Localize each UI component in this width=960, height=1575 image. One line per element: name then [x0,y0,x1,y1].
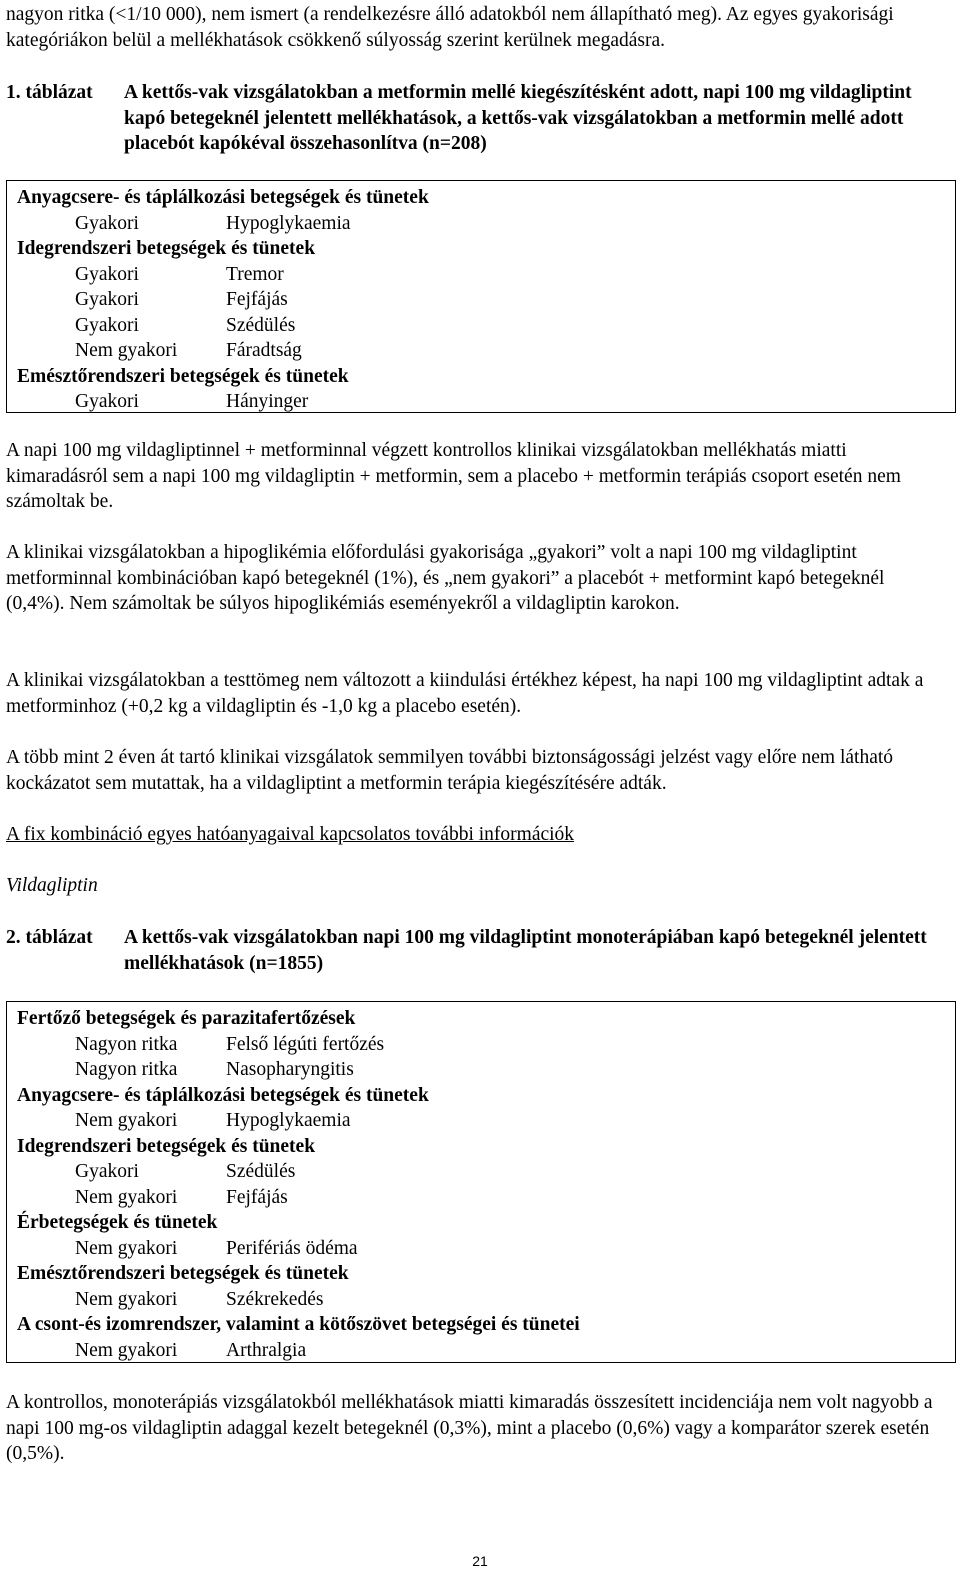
table2-label: 2. táblázat [6,927,93,948]
reaction-cell: Szédülés [226,314,296,336]
frequency-cell: Gyakori [75,314,139,336]
reaction-cell: Hypoglykaemia [226,212,351,234]
table2-category: Idegrendszeri betegségek és tünetek [17,1135,316,1157]
reaction-cell: Fáradtság [226,340,302,361]
reaction-cell: Felső légúti fertőzés [226,1033,385,1055]
table1-row [17,287,955,313]
paragraph: A kontrollos, monoterápiás vizsgálatokból mellékhatások miatti kimaradás összesített incidenciája nem volt nagyobb a napi 100 mg-os vildagliptin adaggal kezelt betegeknél (0,3%), mint a placebo (0,6%) vagy a komparátor szerek esetén (0,5%). [6,1392,933,1464]
table2-row [17,1032,955,1058]
table1-row [17,313,955,339]
table2-category: Emésztőrendszeri betegségek és tünetek [17,1263,349,1284]
frequency-cell: Gyakori [75,391,139,412]
table2-caption [6,925,946,976]
reaction-cell: Fejfájás [226,289,288,310]
frequency-cell: Nem gyakori [75,1288,178,1310]
paragraph: A napi 100 mg vildagliptinnel + metforminnal végzett kontrollos klinikai vizsgálatokban mellékhatás miatti kimaradásról sem a napi 100 mg vildagliptin + metformin, sem a placebo + metformin terápiás csoport esetén nem számoltak be. [6,440,901,512]
table1-category: Emésztőrendszeri betegségek és tünetek [17,365,349,387]
table2-category: Érbetegségek és tünetek [17,1212,218,1233]
subheading: Vildagliptin [6,875,98,896]
table2-caption-text: A kettős-vak vizsgálatokban napi 100 mg vildagliptint monoterápiában kapó betegeknél jelentett mellékhatások (n=1855) [124,927,927,974]
frequency-cell: Gyakori [75,212,139,234]
page-number: 21 [472,1553,488,1569]
frequency-cell: Gyakori [75,263,139,285]
table1-label: 1. táblázat [6,82,93,103]
table2-row [17,1108,955,1134]
table1-caption [6,80,946,157]
table2-category: A csont-és izomrendszer, valamint a kötőszövet betegségei és tünetei [17,1314,580,1335]
adverse-reactions-table-1 [6,180,956,413]
section-heading: A fix kombináció egyes hatóanyagaival kapcsolatos további információk [6,824,575,845]
table2-row [17,1338,955,1364]
paragraph: A klinikai vizsgálatokban a hipoglikémia előfordulási gyakorisága „gyakori” volt a napi 100 mg vildagliptint metforminnal kombinációban kapó betegeknél (1%), és „nem gyakori” a placebót + metformint kapó betegeknél (0,4%). Nem számoltak be súlyos hipoglikémiás eseményekről a vildagliptin karokon. [6,542,885,614]
table1-row [17,338,955,364]
reaction-cell: Nasopharyngitis [226,1059,354,1080]
frequency-cell: Nem gyakori [75,340,178,361]
table1-row [17,389,955,415]
adverse-reactions-table-2 [6,1001,956,1363]
reaction-cell: Perifériás ödéma [226,1237,358,1259]
intro-paragraph: nagyon ritka (<1/10 000), nem ismert (a rendelkezésre álló adatokból nem állapítható meg). Az egyes gyakorisági kategóriákon belül a mellékhatások csökkenő súlyosság szerint kerülnek megadásra. [6,4,894,51]
paragraph: A több mint 2 éven át tartó klinikai vizsgálatok semmilyen további biztonságossági jelzést vagy előre nem látható kockázatot sem mutattak, ha a vildagliptint a metformin terápia kiegészítésére adták. [6,747,894,794]
table2-row [17,1185,955,1211]
frequency-cell: Nagyon ritka [75,1059,178,1080]
table2-category: Fertőző betegségek és parazitafertőzések [17,1008,356,1029]
reaction-cell: Arthralgia [226,1339,307,1361]
table2-row [17,1287,955,1313]
table1-category: Anyagcsere- és táplálkozási betegségek és tünetek [17,187,429,208]
reaction-cell: Szédülés [226,1161,296,1182]
table2-row [17,1159,955,1185]
table1-row [17,211,955,237]
frequency-cell: Nem gyakori [75,1110,178,1131]
table1-caption-text: A kettős-vak vizsgálatokban a metformin mellé kiegészítésként adott, napi 100 mg vildagliptint kapó betegeknél jelentett mellékhatások, a kettős-vak vizsgálatokban a metformin mellé adott placebót kapókéval összehasonlítva (n=208) [124,82,912,154]
reaction-cell: Tremor [226,263,284,285]
frequency-cell: Nem gyakori [75,1186,178,1208]
section-heading-line [6,822,946,848]
table2-row [17,1236,955,1262]
table2-row [17,1057,955,1083]
reaction-cell: Hányinger [226,391,309,412]
frequency-cell: Nem gyakori [75,1237,178,1259]
reaction-cell: Hypoglykaemia [226,1110,351,1131]
reaction-cell: Székrekedés [226,1288,324,1310]
reaction-cell: Fejfájás [226,1186,288,1208]
frequency-cell: Nagyon ritka [75,1033,178,1055]
frequency-cell: Nem gyakori [75,1339,178,1361]
frequency-cell: Gyakori [75,289,139,310]
table1-row [17,262,955,288]
paragraph: A klinikai vizsgálatokban a testtömeg nem változott a kiindulási értékhez képest, ha napi 100 mg vildagliptint adtak a metforminhoz (+0,2 kg a vildagliptin és -1,0 kg a placebo esetén). [6,670,924,717]
frequency-cell: Gyakori [75,1161,139,1182]
table1-category: Idegrendszeri betegségek és tünetek [17,238,316,259]
table2-category: Anyagcsere- és táplálkozási betegségek és tünetek [17,1084,429,1106]
